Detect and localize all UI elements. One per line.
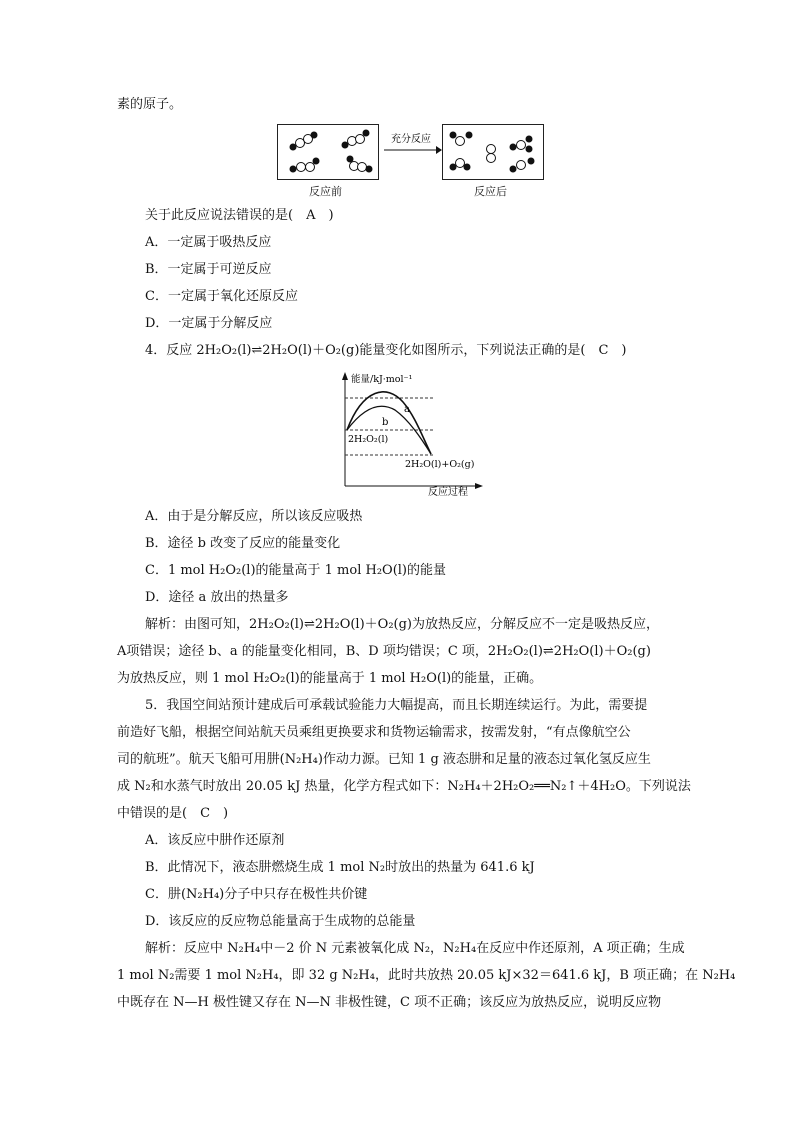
q4-option-a: A．由于是分解反应，所以该反应吸热: [145, 509, 363, 524]
y-axis-label: 能量/kJ·mol⁻¹: [351, 374, 413, 385]
q5-analysis-line-3: 中既存在 N—H 极性键又存在 N—N 非极性键，C 项不正确；该反应为放热反应，说明反应物: [117, 995, 662, 1010]
q4-analysis-line-2: A项错误；途径 b、a 的能量变化相同，B、D 项均错误；C 项，2H₂O₂(l)⇌2H₂O(l)＋O₂(g): [117, 644, 651, 659]
curve-a-label: a: [404, 404, 410, 415]
q4-option-b: B．途径 b 改变了反应的能量变化: [145, 536, 341, 551]
reaction-arrow: [380, 130, 442, 160]
before-molecules: [278, 125, 378, 179]
q5-option-b: B．此情况下，液态肼燃烧生成 1 mol N₂时放出的热量为 641.6 kJ: [145, 860, 535, 875]
energy-diagram: [335, 368, 485, 500]
q4-analysis-line-3: 为放热反应，则 1 mol H₂O₂(l)的能量高于 1 mol H₂O(l)的能量，正确。: [117, 671, 543, 686]
q3-option-a: A．一定属于吸热反应: [145, 235, 272, 250]
q3-stem: 关于此反应说法错误的是( A ): [145, 208, 334, 223]
q5-stem-line-3: 司的航班”。航天飞船可用肼(N₂H₄)作动力源。已知 1 g 液态肼和足量的液态过氧化氢反应生: [117, 752, 651, 767]
q4-option-c: C．1 mol H₂O₂(l)的能量高于 1 mol H₂O(l)的能量: [145, 563, 446, 578]
after-molecules: [443, 125, 543, 179]
x-axis-label: 反应过程: [428, 487, 468, 498]
q5-stem-line-5: 中错误的是( C ): [117, 806, 229, 821]
intro-text: 素的原子。: [117, 97, 183, 112]
q5-stem-line-4: 成 N₂和水蒸气时放出 20.05 kJ 热量，化学方程式如下：N₂H₄＋2H₂O₂══N₂↑＋4H₂O。下列说法: [117, 779, 691, 794]
q4-stem: 4．反应 2H₂O₂(l)⇌2H₂O(l)＋O₂(g)能量变化如图所示，下列说法正确的是( C ): [145, 343, 627, 358]
after-label: 反应后: [474, 185, 507, 198]
q3-option-c: C．一定属于氧化还原反应: [145, 289, 298, 304]
before-box: [277, 124, 379, 180]
reactant-label: 2H₂O₂(l): [348, 434, 389, 445]
before-label: 反应前: [309, 185, 342, 198]
q5-option-a: A．该反应中肼作还原剂: [145, 833, 285, 848]
q5-stem-line-1: 5．我国空间站预计建成后可承载试验能力大幅提高，而且长期连续运行。为此，需要提: [145, 698, 648, 713]
product-label: 2H₂O(l)+O₂(g): [405, 459, 475, 470]
curve-b-label: b: [382, 417, 389, 428]
q4-option-d: D．途径 a 放出的热量多: [145, 590, 289, 605]
q4-analysis-line-1: 解析：由图可知，2H₂O₂(l)⇌2H₂O(l)＋O₂(g)为放热反应，分解反应不一定是吸热反应，: [145, 617, 659, 632]
q5-stem-line-2: 前造好飞船，根据空间站航天员乘组更换要求和货物运输需求，按需发射，“有点像航空公: [117, 725, 631, 740]
arrow-label: 充分反应: [391, 134, 431, 145]
q5-option-d: D．该反应的反应物总能量高于生成物的总能量: [145, 914, 416, 929]
q5-analysis-line-1: 解析：反应中 N₂H₄中－2 价 N 元素被氧化成 N₂，N₂H₄在反应中作还原剂，A 项正确；生成: [145, 941, 685, 956]
q5-analysis-line-2: 1 mol N₂需要 1 mol N₂H₄，即 32 g N₂H₄，此时共放热 20.05 kJ×32＝641.6 kJ，B 项正确；在 N₂H₄: [117, 968, 736, 983]
q3-option-b: B．一定属于可逆反应: [145, 262, 272, 277]
after-box: [442, 124, 544, 180]
q3-option-d: D．一定属于分解反应: [145, 316, 273, 331]
q5-option-c: C．肼(N₂H₄)分子中只存在极性共价键: [145, 887, 368, 902]
